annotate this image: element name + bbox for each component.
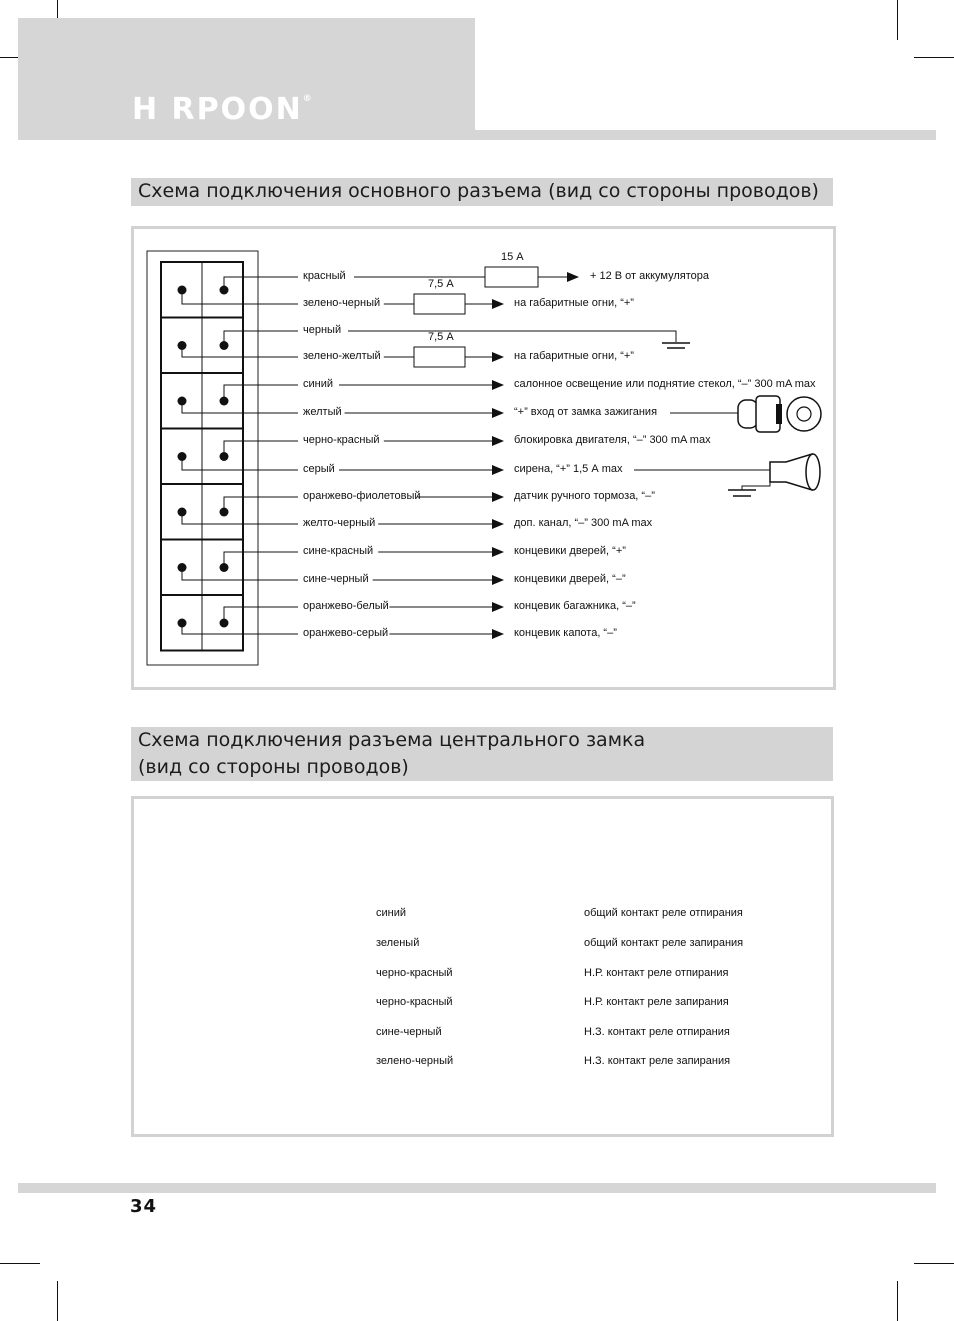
- wire-lead: [224, 552, 298, 568]
- ignition-key-icon: [738, 396, 821, 432]
- wire-color-label: оранжево-белый: [303, 600, 389, 612]
- ignition-key-icon-part: [738, 400, 758, 428]
- wire-lead: [224, 331, 298, 346]
- wire-dest-label: общий контакт реле отпирания: [584, 907, 743, 919]
- wire-color-label: синий: [303, 378, 334, 390]
- fuse-icon: [414, 347, 465, 367]
- wire-lead: [182, 623, 298, 634]
- wire-dest-label: на габаритные огни, “+”: [514, 350, 634, 362]
- wire-color-label: сине-красный: [303, 545, 374, 557]
- wire-dest-label: концевик багажника, “–”: [514, 600, 636, 612]
- section1-title: Схема подключения основного разъема (вид со стороны проводов): [131, 178, 833, 206]
- wire-dest-label: Н.Р. контакт реле отпирания: [584, 967, 729, 979]
- wire-lead: [224, 607, 298, 623]
- wire-color-label: желто-черный: [303, 517, 376, 529]
- siren-icon-part: [742, 482, 770, 490]
- wire-dest-label: концевик капота, “–”: [514, 627, 617, 639]
- wire-dest-label: салонное освещение или поднятие стекол, “–” 300 mA max: [514, 378, 816, 390]
- section2-title: [131, 727, 833, 781]
- section2-frame: [131, 796, 834, 1137]
- footer-rule: [18, 1183, 936, 1193]
- wire-color-label: красный: [303, 270, 346, 282]
- wire-color-label: оранжево-серый: [303, 627, 389, 639]
- wire-lead: [182, 512, 298, 524]
- wire-color-label: зелено-желтый: [303, 350, 381, 362]
- wire-lead: [182, 568, 298, 581]
- wire-color-label: черно-красный: [303, 434, 380, 446]
- wire-dest-label: + 12 В от аккумулятора: [590, 270, 709, 282]
- wire-dest-label: сирена, “+” 1,5 А max: [514, 463, 623, 475]
- wire-color-label: синий: [376, 907, 407, 919]
- wire-lead: [182, 346, 298, 358]
- wire-dest-label: концевики дверей, “+”: [514, 545, 626, 557]
- page-number: 34: [130, 1196, 158, 1217]
- wire-lead: [182, 290, 298, 304]
- fuse-icon: [485, 267, 538, 287]
- siren-icon-part: [806, 454, 820, 490]
- wire-dest-label: датчик ручного тормоза, “–”: [514, 490, 655, 502]
- wire-dest-label: блокировка двигателя, “–” 300 mA max: [514, 434, 711, 446]
- wire-color-label: черно-красный: [376, 996, 453, 1008]
- wire-color-label: сине-черный: [303, 573, 369, 585]
- wire-color-label: желтый: [303, 406, 342, 418]
- fuse-icon: [414, 294, 465, 314]
- main-connector-diagram: [147, 251, 821, 665]
- wire-color-label: зелено-черный: [376, 1055, 454, 1067]
- section2-title-line2: (вид со стороны проводов): [138, 756, 409, 778]
- section2-title-line1: Схема подключения разъема центрального замка: [138, 729, 646, 751]
- ignition-key-icon-part: [787, 397, 821, 431]
- wire-color-label: черный: [303, 324, 342, 336]
- wire-dest-label: доп. канал, “–” 300 mA max: [514, 517, 653, 529]
- wire-color-label: черно-красный: [376, 967, 453, 979]
- siren-icon: [728, 454, 820, 496]
- fuse-label: 15 А: [501, 251, 524, 263]
- wire-dest-label: на габаритные огни, “+”: [514, 297, 634, 309]
- wire-lead: [224, 277, 298, 290]
- wire-lead: [182, 401, 298, 413]
- fuse-label: 7,5 А: [428, 278, 454, 290]
- brand-logo: H RPOON®: [132, 92, 314, 127]
- ground-wire: [348, 331, 676, 342]
- ignition-key-icon-part: [776, 404, 782, 424]
- wire-color-label: зелено-черный: [303, 297, 381, 309]
- wire-lead: [224, 497, 298, 512]
- wire-dest-label: общий контакт реле запирания: [584, 937, 744, 949]
- wire-dest-label: Н.З. контакт реле запирания: [584, 1055, 731, 1067]
- wire-lead: [224, 385, 298, 401]
- wire-lead: [224, 441, 298, 457]
- wire-color-label: серый: [303, 463, 335, 475]
- wire-dest-label: Н.Р. контакт реле запирания: [584, 996, 729, 1008]
- wire-dest-label: Н.З. контакт реле отпирания: [584, 1026, 730, 1038]
- wire-color-label: сине-черный: [376, 1026, 442, 1038]
- wire-color-label: оранжево-фиолетовый: [303, 490, 421, 502]
- wire-dest-label: концевики дверей, “–”: [514, 573, 626, 585]
- wire-dest-label: “+” вход от замка зажигания: [514, 406, 658, 418]
- wire-lead: [182, 457, 298, 471]
- wire-color-label: зеленый: [376, 937, 420, 949]
- fuse-label: 7,5 А: [428, 331, 454, 343]
